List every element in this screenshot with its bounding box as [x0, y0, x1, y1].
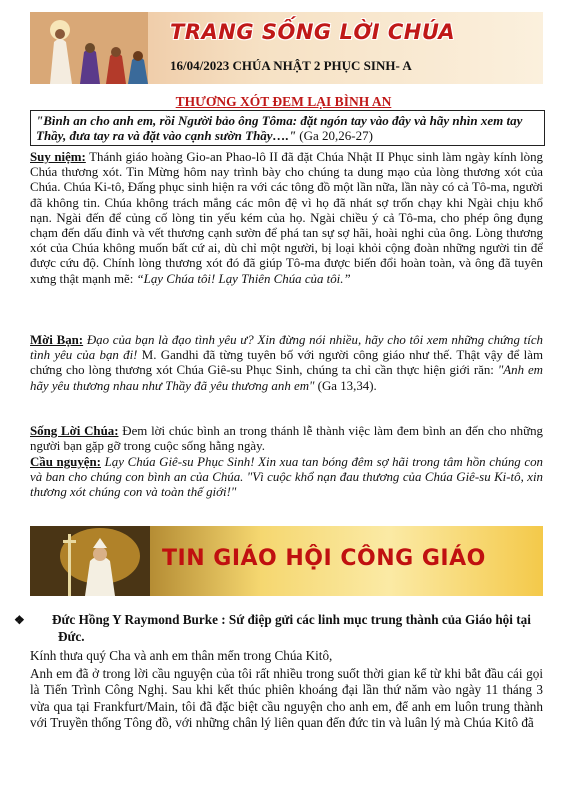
quote-ref: (Ga 20,26-27) [296, 128, 373, 143]
invitation-label: Mời Bạn: [30, 333, 84, 347]
diamond-bullet-icon: ❖ [14, 613, 25, 627]
reflection-label: Suy niệm: [30, 150, 86, 164]
reflection-text: Thánh giáo hoàng Gio-an Phao-lô II đã đặt Chúa Nhật II Phục sinh làm ngày kính lòng Chúa thương xót. Tin Mừng hôm nay trình bày cho chúng ta dung mạo của lòng thương xót của Chúa. Chúa Ki-tô, Đấng phục sinh hiện ra với các tông đồ một lần nữa, lần này có cả Tô-ma, người đã không tin. Chúa không trách mắng các môn đệ vì họ đã nhát sợ trốn chạy khi Ngài chịu khổ nạn. Ngài đến để củng cố lòng tin yếu kém của họ. Ngài chiều ý cả Tô-ma, cho phép ông đụng chạm đến dấu đinh và vết thương cạnh sườn để phá tan sự sợ hãi, hoài nghi của ông. Lòng thương xót của Chúa không muốn bất cứ ai, dù chỉ một người, bị loại khỏi cộng đoàn những người tin để được cứu độ. Chính lòng thương xót đó đã giúp Tô-ma được biến đổi hoàn toàn, và ông đã tuyên xưng thật mạnh mẽ: [30, 150, 544, 286]
invitation-text: M. Gandhi đã từng tuyên bố với người công giáo như thế. Thật vậy để làm chứng cho lòng thương xót Chúa Giê-su Phục Sinh, chúng ta chỉ cần thực hiện giới răn: [30, 348, 543, 378]
reflection-quote: “Lạy Chúa tôi! Lạy Thiên Chúa của tôi.” [136, 271, 351, 286]
prayer-label: Cầu nguyện: [30, 455, 101, 469]
living-text: Đem lời chúc bình an trong thánh lễ thành việc làm đem bình an đến cho những người bạn gặp gỡ trong cuộc sống hằng ngày. [30, 424, 543, 454]
invitation-paragraph [30, 333, 543, 394]
invitation-italic-2: "Anh em hãy yêu thương nhau như Thầy đã yêu thương anh em" [30, 363, 543, 393]
news-greeting: Kính thưa quý Cha và anh em thân mến trong Chúa Kitô, [30, 648, 333, 663]
living-paragraph [30, 424, 543, 454]
invitation-italic: Đạo của bạn là đạo tình yêu ư? Xin đừng nói nhiều, hãy cho tôi xem những chứng tích tình yêu của bạn đi! [30, 333, 543, 363]
news-headline-text: Đức Hồng Y Raymond Burke : Sứ điệp gửi các linh mục trung thành của Giáo hội tại Đức. [52, 612, 531, 644]
living-label: Sống Lời Chúa: [30, 424, 119, 438]
prayer-text: Lạy Chúa Giê-su Phục Sinh! Xin xua tan bóng đêm sợ hãi trong tâm hồn chúng con và ban cho chúng con bình an của Chúa. "Vì cuộc khổ nạn đau thương của Chúa Giê-su Ki-tô, xin thương xót chúng con và toàn thế giới!" [30, 455, 543, 500]
jesus-apostles-illustration [30, 12, 148, 84]
date-line: 16/04/2023 CHÚA NHẬT 2 PHỤC SINH- A [170, 58, 412, 73]
scripture-quote [30, 110, 545, 146]
news-paragraph: Anh em đã ở trong lời cầu nguyện của tôi rất nhiều trong suốt thời gian kể từ khi bắt đầu cái gọi là Tiến Trình Công Nghị. Sau khi kết thúc phiên khoáng đại lần thứ năm vào ngày 11 tháng 3 vừa qua tại Frankfurt/Main, tôi đã đặc biệt cầu nguyện cho anh em, để anh em luôn trung thành với Truyền thống Tông đồ, với những chân lý liên quan đến đức tin và luân lý mà Chúa Kitô đã [30, 665, 543, 730]
section-title: THƯƠNG XÓT ĐEM LẠI BÌNH AN [175, 94, 392, 109]
invitation-ref: (Ga 13,34). [314, 378, 377, 393]
news-banner [30, 526, 543, 596]
reflection-paragraph [30, 150, 543, 287]
prayer-paragraph [30, 455, 543, 501]
page-title: TRANG SỐNG LỜI CHÚA [170, 20, 456, 44]
news-banner-title: TIN GIÁO HỘI CÔNG GIÁO [162, 546, 486, 571]
quote-text: "Bình an cho anh em, rồi Người bảo ông Tôma: đặt ngón tay vào đây và hãy nhìn xem tay Thầy, đưa tay ra và đặt vào cạnh sườn Thầy…." [36, 113, 523, 143]
news-article [14, 612, 543, 732]
header-banner [30, 12, 543, 84]
pope-illustration [30, 526, 150, 596]
news-headline[interactable] [14, 612, 543, 645]
